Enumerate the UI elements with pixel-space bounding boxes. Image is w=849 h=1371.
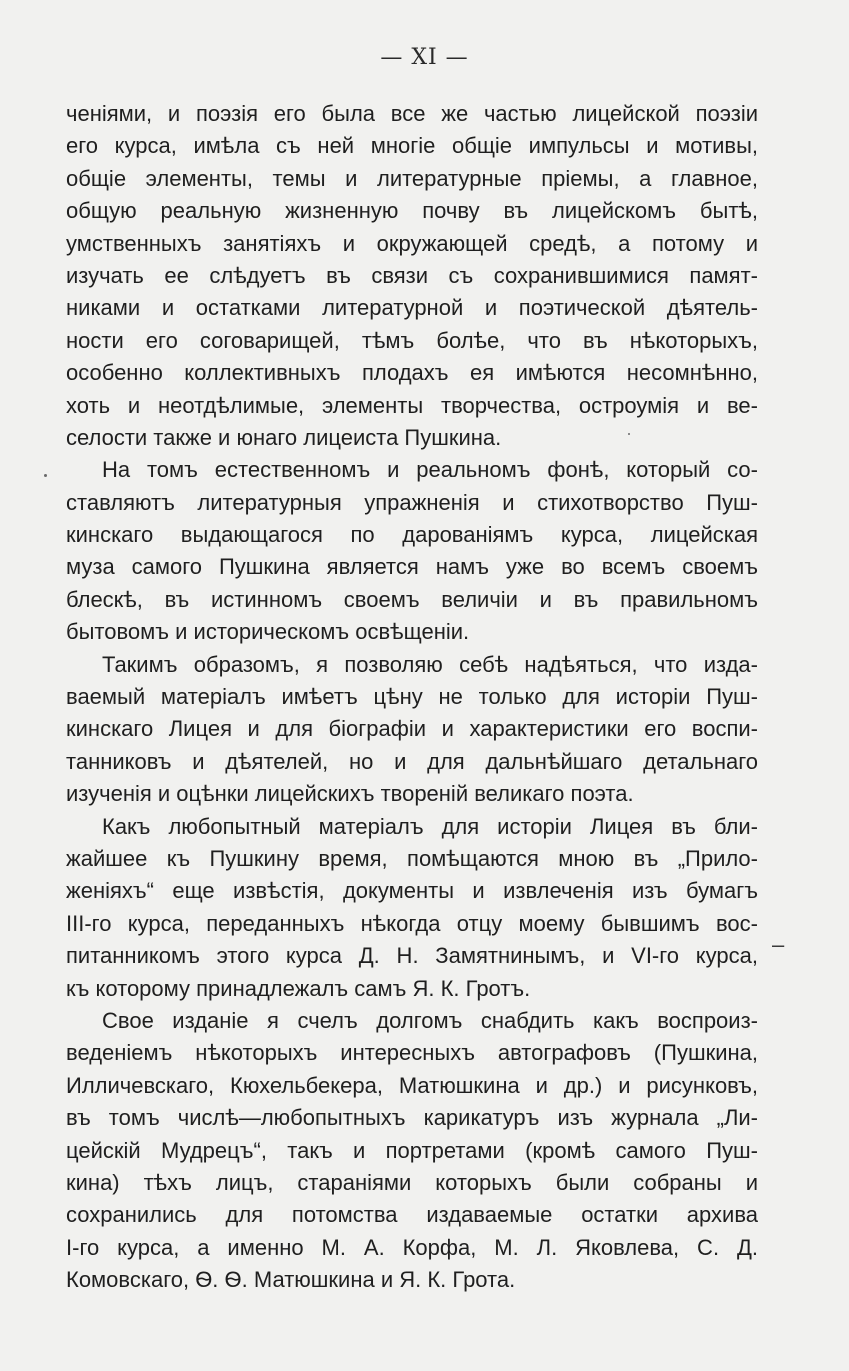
text-line: I-го курса, а именно М. А. Корфа, М. Л. Яковлева, С. Д. [66,1234,758,1260]
text-line: хоть и неотдѣлимые, элементы творчества, остроумія и ве- [66,392,758,418]
text-line: никами и остатками литературной и поэтической дѣятель- [66,295,758,321]
paragraph [66,811,758,1005]
text-line: кина) тѣхъ лицъ, стараніями которыхъ были собраны и [66,1169,758,1195]
text-line: изучать ее слѣдуетъ въ связи съ сохранившимися памят- [66,262,758,288]
text-line: На томъ естественномъ и реальномъ фонѣ, который со- [102,457,758,483]
paragraph [66,1005,758,1297]
text-line: веденіемъ нѣкоторыхъ интересныхъ автографовъ (Пушкина, [66,1040,758,1066]
text-line: особенно коллективныхъ плодахъ ея имѣются несомнѣнно, [66,360,758,386]
paragraph [66,454,758,648]
text-line: кинскаго выдающагося по дарованіямъ курса, лицейская [66,522,758,548]
text-line: общіе элементы, темы и литературные пріемы, а главное, [66,165,758,191]
text-line: жайшее къ Пушкину время, помѣщаются мною въ „Прило- [66,845,758,871]
paragraph [66,649,758,811]
text-line: танниковъ и дѣятелей, но и для дальнѣйшаго детальнаго [66,748,758,774]
text-line: ваемый матеріалъ имѣетъ цѣну не только для исторіи Пуш- [66,684,758,710]
page-number: — XI — [380,45,469,70]
text-line: Такимъ образомъ, я позволяю себѣ надѣяться, что изда- [102,651,758,677]
text-line: Какъ любопытный матеріалъ для исторіи Лицея въ бли- [102,813,758,839]
text-line: ченіями, и поэзія его была все же частью лицейской поэзіи [66,101,758,126]
paragraph [66,98,758,454]
text-line: его курса, имѣла съ ней многіе общіе импульсы и мотивы, [66,133,758,159]
text-line: селости также и юнаго лицеиста Пушкина. [66,424,502,450]
text-line: кинскаго Лицея и для біографіи и характеристики его воспи- [66,716,758,742]
print-speck [628,433,630,435]
text-line: въ томъ числѣ—любопытныхъ карикатуръ изъ журнала „Ли- [66,1105,758,1131]
text-line: Илличевскаго, Кюхельбекера, Матюшкина и др.) и рисунковъ, [66,1072,758,1098]
text-line: цейскій Мудрецъ“, такъ и портретами (кромѣ самого Пуш- [66,1137,758,1163]
print-speck [44,474,47,477]
text-line: Комовскаго, Ѳ. Ѳ. Матюшкина и Я. К. Грота. [66,1267,516,1293]
text-line: къ которому принадлежалъ самъ Я. К. Гротъ. [66,975,531,1001]
text-line: Свое изданіе я счелъ долгомъ снабдить какъ воспроиз- [102,1007,758,1033]
text-line: умственныхъ занятіяхъ и окружающей средѣ, а потому и [66,230,758,256]
text-line: общую реальную жизненную почву въ лицейскомъ бытѣ, [66,198,758,224]
text-line: блескѣ, въ истинномъ своемъ величіи и въ правильномъ [66,586,758,612]
text-line: питанникомъ этого курса Д. Н. Замятнинымъ, и VI-го курса, [66,943,758,969]
text-line: муза самого Пушкина является намъ уже во всемъ своемъ [66,554,758,580]
text-line: бытовомъ и историческомъ освѣщеніи. [66,619,470,645]
text-line: изученія и оцѣнки лицейскихъ твореній великаго поэта. [66,781,634,807]
text-line: ности его соговарищей, тѣмъ болѣе, что въ нѣкоторыхъ, [66,327,758,353]
margin-mark: – [772,932,785,957]
text-line: женіяхъ“ еще извѣстія, документы и извлеченія изъ бумагъ [66,878,758,904]
text-line: III-го курса, переданныхъ нѣкогда отцу моему бывшимъ вос- [66,910,758,936]
body-text [66,98,758,1296]
text-line: ставляютъ литературныя упражненія и стихотворство Пуш- [66,489,758,515]
text-line: сохранились для потомства издаваемые остатки архива [66,1202,758,1228]
